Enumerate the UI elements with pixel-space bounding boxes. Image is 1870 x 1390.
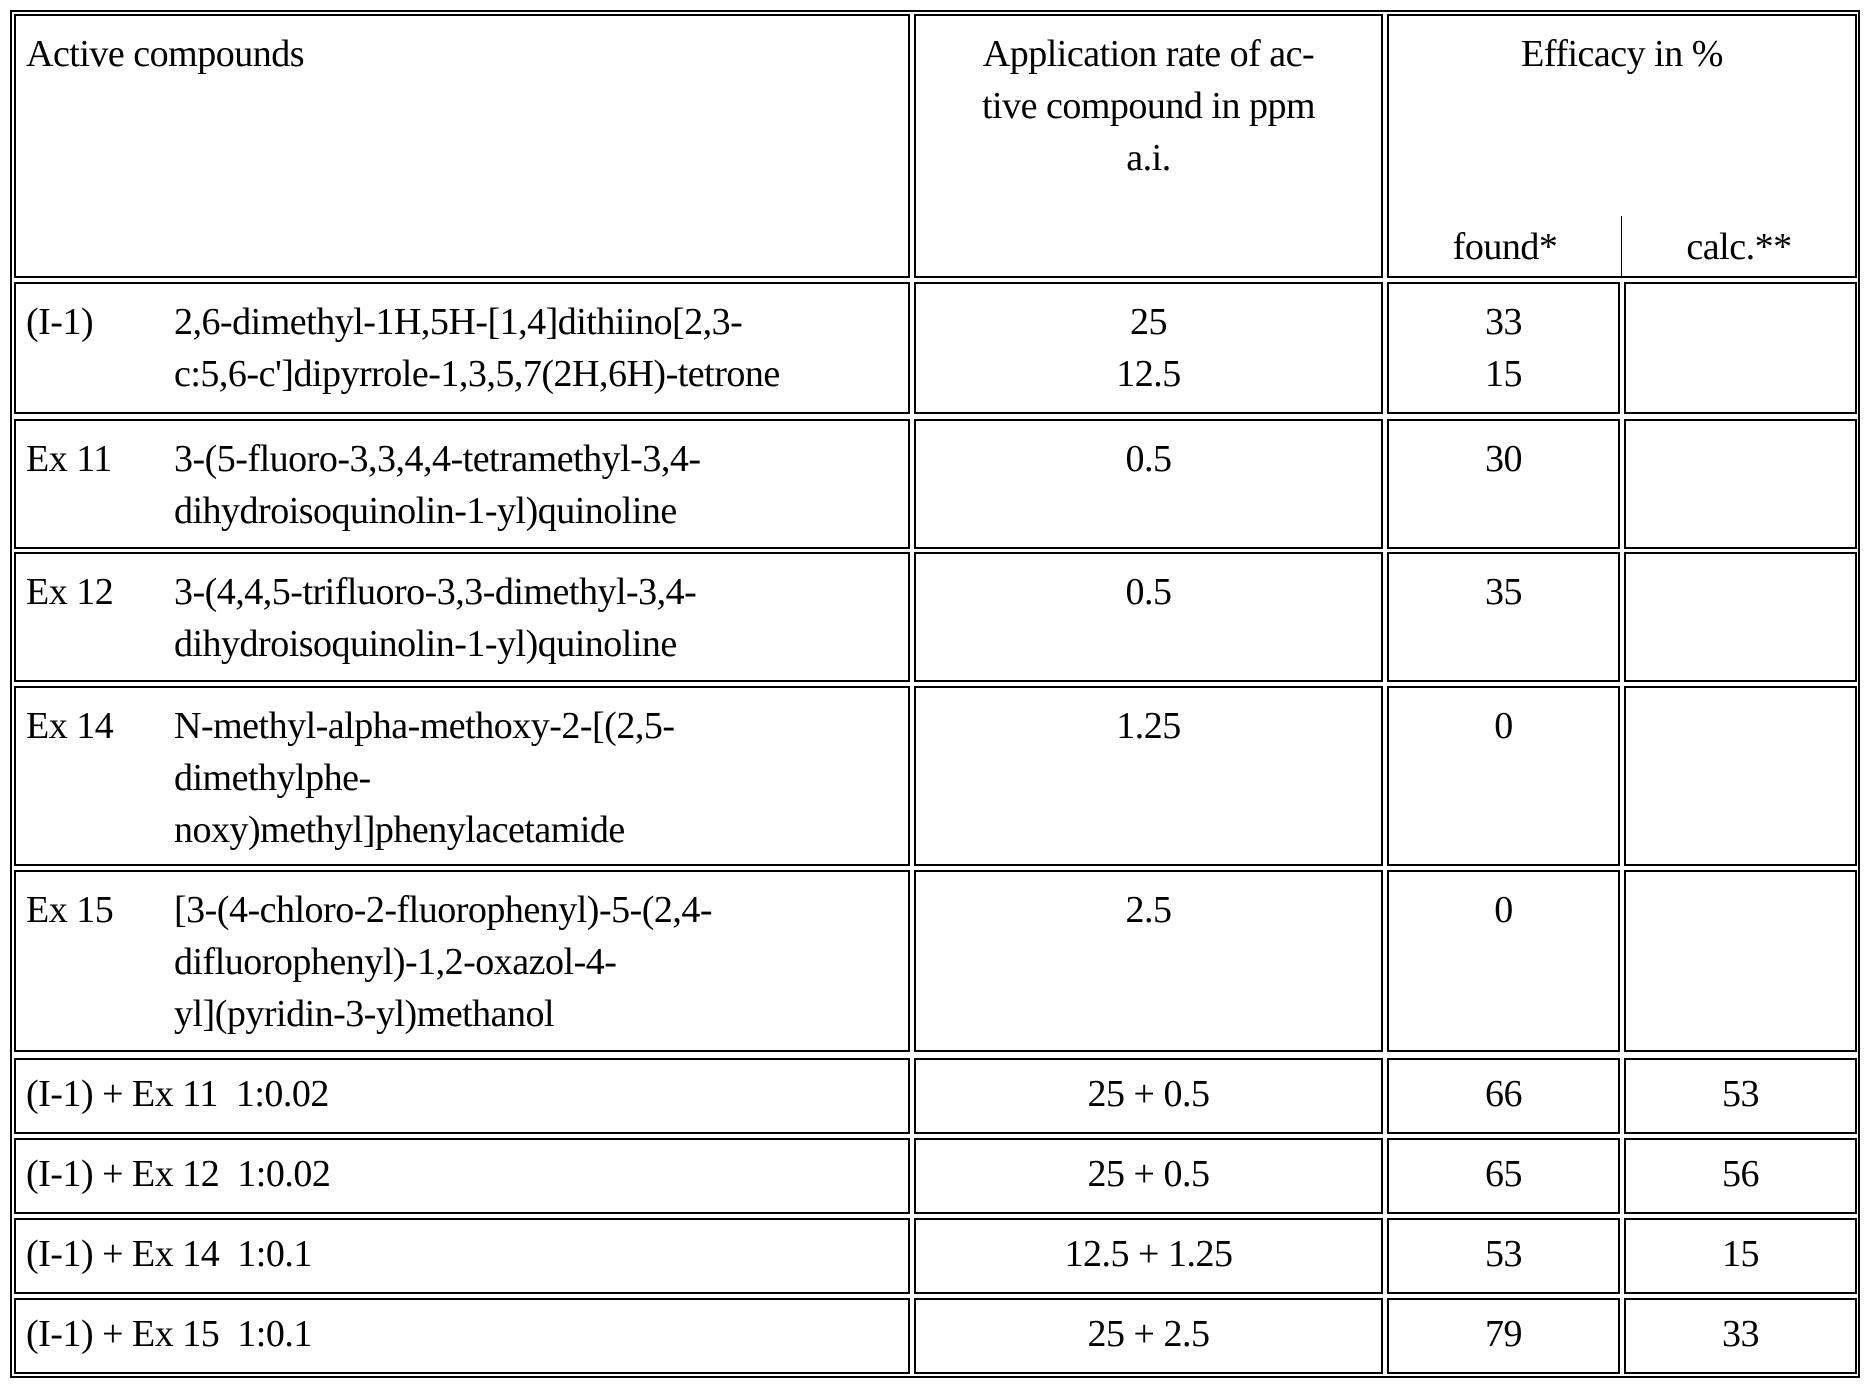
- compound-cell: [14, 686, 910, 866]
- header-efficacy: [1387, 14, 1857, 278]
- compound-cell: [14, 282, 910, 414]
- compound-name-line-group: [174, 700, 675, 856]
- compound-code: Ex 15: [26, 884, 113, 936]
- compound-name-line: dimethylphe-: [174, 752, 675, 804]
- found-value: 0: [1389, 884, 1618, 936]
- found-cell: [1387, 870, 1620, 1052]
- calc-cell: [1624, 870, 1857, 1052]
- header-label-line: tive compound in ppm: [916, 80, 1381, 132]
- compound-name-line: dihydroisoquinolin-1-yl)quinoline: [174, 618, 696, 670]
- rate-cell: [914, 552, 1383, 682]
- mixture-cell: [14, 1058, 910, 1134]
- compound-name-line: c:5,6-c']dipyrrole-1,3,5,7(2H,6H)-tetrone: [174, 348, 780, 400]
- calc-value: 56: [1626, 1148, 1855, 1200]
- found-value: 0: [1389, 700, 1618, 752]
- compound-name-line-group: [174, 296, 780, 400]
- rate-value-group: [916, 296, 1381, 400]
- calc-cell: [1624, 282, 1857, 414]
- found-value: 33: [1389, 296, 1618, 348]
- rate-cell: [914, 282, 1383, 414]
- rate-value-group: [916, 566, 1381, 618]
- compound-code: Ex 12: [26, 566, 113, 618]
- compound-name-line-group: [174, 884, 712, 1040]
- compound-name-line-group: [174, 566, 696, 670]
- rate-value: 12.5 + 1.25: [916, 1228, 1381, 1280]
- found-value-group: [1389, 433, 1618, 485]
- rate-cell: [914, 1218, 1383, 1294]
- found-cell: [1387, 419, 1620, 549]
- rate-value: 25 + 2.5: [916, 1308, 1381, 1360]
- header-label-group: [916, 28, 1381, 184]
- calc-cell: [1624, 1298, 1857, 1374]
- mixture-name: (I-1) + Ex 12 1:0.02: [26, 1148, 330, 1200]
- calc-cell: [1624, 1138, 1857, 1214]
- mixture-name: (I-1) + Ex 15 1:0.1: [26, 1308, 312, 1360]
- calc-value: 33: [1626, 1308, 1855, 1360]
- found-cell: [1387, 552, 1620, 682]
- found-cell: [1387, 1058, 1620, 1134]
- compound-name-line: 3-(5-fluoro-3,3,4,4-tetramethyl-3,4-: [174, 433, 701, 485]
- found-value: 35: [1389, 566, 1618, 618]
- mixture-cell: [14, 1218, 910, 1294]
- compound-name-line-group: [174, 433, 701, 537]
- rate-cell: [914, 1058, 1383, 1134]
- calc-cell: [1624, 419, 1857, 549]
- compound-name-line: 3-(4,4,5-trifluoro-3,3-dimethyl-3,4-: [174, 566, 696, 618]
- column-divider: [1621, 216, 1622, 276]
- header-calc: calc.**: [1623, 221, 1855, 273]
- calc-cell: [1624, 1218, 1857, 1294]
- header-active-compounds: [14, 14, 910, 278]
- header-label-line: a.i.: [916, 132, 1381, 184]
- rate-value: 25: [916, 296, 1381, 348]
- found-value-group: [1389, 566, 1618, 618]
- found-value-group: [1389, 884, 1618, 936]
- rate-value: 25 + 0.5: [916, 1148, 1381, 1200]
- found-value-group: [1389, 296, 1618, 400]
- rate-value-group: [916, 433, 1381, 485]
- compound-cell: [14, 419, 910, 549]
- found-cell: [1387, 1138, 1620, 1214]
- header-label-line: Application rate of ac-: [916, 28, 1381, 80]
- found-value: 66: [1389, 1068, 1618, 1120]
- found-value: 53: [1389, 1228, 1618, 1280]
- rate-cell: [914, 686, 1383, 866]
- found-value-group: [1389, 700, 1618, 752]
- compound-name-line: 2,6-dimethyl-1H,5H-[1,4]dithiino[2,3-: [174, 296, 780, 348]
- compound-name-line: noxy)methyl]phenylacetamide: [174, 804, 675, 856]
- rate-value: 25 + 0.5: [916, 1068, 1381, 1120]
- calc-cell: [1624, 552, 1857, 682]
- calc-cell: [1624, 1058, 1857, 1134]
- compound-name-line: N-methyl-alpha-methoxy-2-[(2,5-: [174, 700, 675, 752]
- rate-value: 0.5: [916, 566, 1381, 618]
- found-value: 30: [1389, 433, 1618, 485]
- compound-cell: [14, 552, 910, 682]
- compound-name-line: dihydroisoquinolin-1-yl)quinoline: [174, 485, 701, 537]
- rate-value: 2.5: [916, 884, 1381, 936]
- mixture-name: (I-1) + Ex 14 1:0.1: [26, 1228, 312, 1280]
- calc-value: 15: [1626, 1228, 1855, 1280]
- mixture-cell: [14, 1138, 910, 1214]
- mixture-cell: [14, 1298, 910, 1374]
- rate-cell: [914, 419, 1383, 549]
- header-found: found*: [1389, 221, 1621, 273]
- header-application-rate: [914, 14, 1383, 278]
- mixture-name: (I-1) + Ex 11 1:0.02: [26, 1068, 329, 1120]
- rate-value: 12.5: [916, 348, 1381, 400]
- found-value: 65: [1389, 1148, 1618, 1200]
- found-cell: [1387, 1218, 1620, 1294]
- compound-code: (I-1): [26, 296, 93, 348]
- compound-cell: [14, 870, 910, 1052]
- header-label: Efficacy in %: [1389, 28, 1855, 80]
- rate-cell: [914, 1138, 1383, 1214]
- rate-cell: [914, 870, 1383, 1052]
- compound-name-line: yl](pyridin-3-yl)methanol: [174, 988, 712, 1040]
- found-value: 79: [1389, 1308, 1618, 1360]
- rate-value-group: [916, 700, 1381, 752]
- found-value: 15: [1389, 348, 1618, 400]
- compound-code: Ex 14: [26, 700, 113, 752]
- calc-value: 53: [1626, 1068, 1855, 1120]
- rate-value: 1.25: [916, 700, 1381, 752]
- calc-cell: [1624, 686, 1857, 866]
- rate-cell: [914, 1298, 1383, 1374]
- rate-value-group: [916, 884, 1381, 936]
- found-cell: [1387, 686, 1620, 866]
- found-cell: [1387, 1298, 1620, 1374]
- rate-value: 0.5: [916, 433, 1381, 485]
- header-label: Active compounds: [26, 28, 304, 80]
- compound-name-line: [3-(4-chloro-2-fluorophenyl)-5-(2,4-: [174, 884, 712, 936]
- compound-code: Ex 11: [26, 433, 112, 485]
- compound-name-line: difluorophenyl)-1,2-oxazol-4-: [174, 936, 712, 988]
- found-cell: [1387, 282, 1620, 414]
